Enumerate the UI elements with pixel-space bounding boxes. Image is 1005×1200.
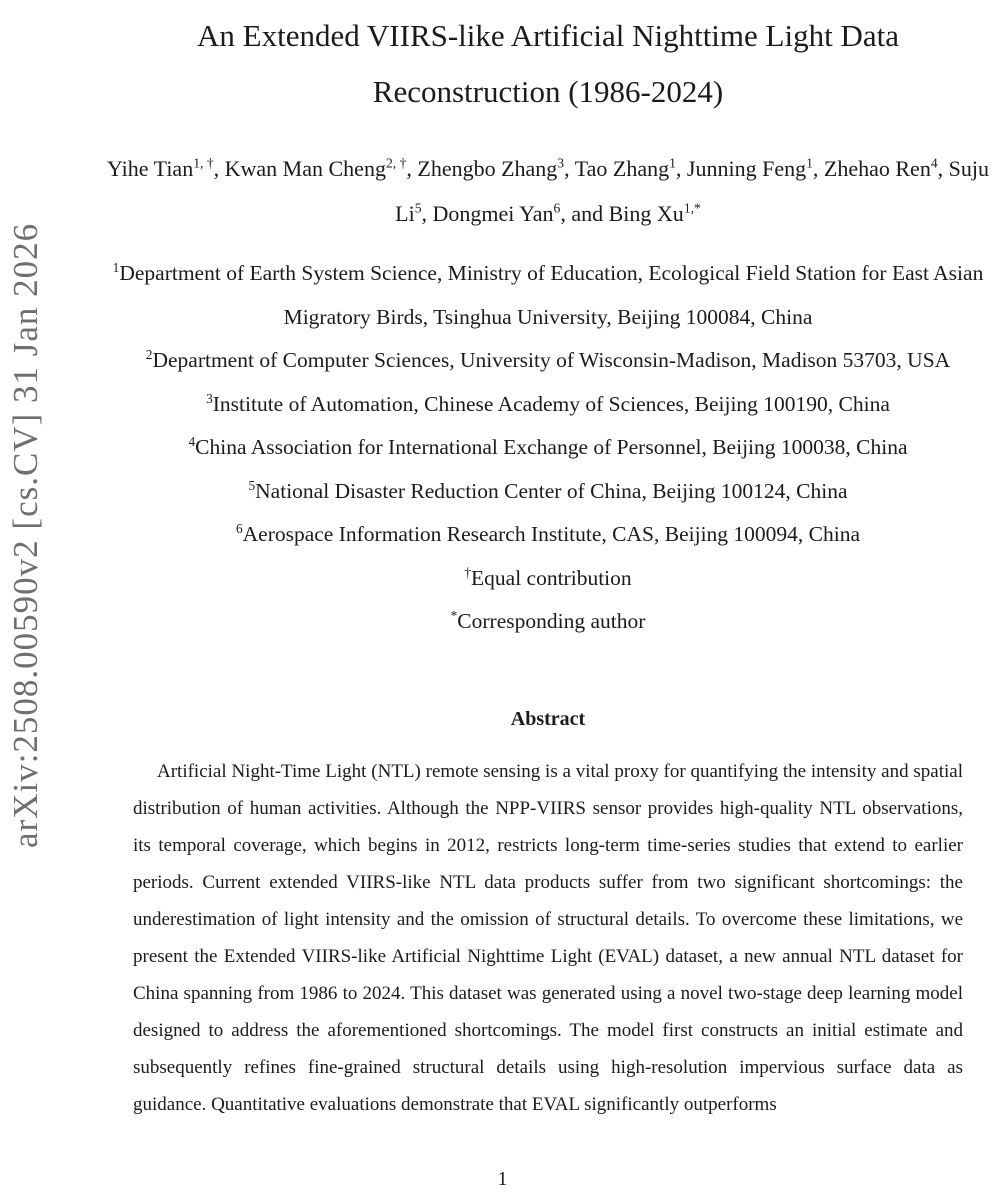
affiliation xyxy=(93,252,1003,339)
author-separator: , xyxy=(560,201,572,226)
author-affiliation-marker: 1 xyxy=(806,155,813,171)
author-separator: , xyxy=(406,156,418,181)
author xyxy=(225,156,418,181)
page-number: 1 xyxy=(497,1168,508,1190)
author-separator: , xyxy=(213,156,225,181)
author-name: Zhehao Ren xyxy=(823,156,931,181)
author-name: Zhengbo Zhang xyxy=(417,156,558,181)
affiliation-marker: 3 xyxy=(206,390,213,406)
author-affiliation-marker: 2, † xyxy=(385,155,407,171)
affiliation xyxy=(93,470,1003,514)
author-affiliation-marker: 1, † xyxy=(193,155,214,171)
author-separator: , xyxy=(675,156,687,181)
author-name: Tao Zhang xyxy=(574,156,670,181)
author xyxy=(687,156,824,181)
author-affiliation-marker: 5 xyxy=(414,200,422,216)
asterisk-marker: * xyxy=(450,607,458,623)
note-text: Corresponding author xyxy=(457,609,646,633)
author-affiliation-marker: 3 xyxy=(557,155,565,171)
author-name: and Bing Xu xyxy=(571,201,684,226)
author-affiliation-marker: 1,* xyxy=(683,200,701,216)
affiliation-text: Department of Computer Sciences, University of Wisconsin-Madison, Madison 53703, USA xyxy=(152,348,951,372)
author xyxy=(107,156,225,181)
affiliation-text: Institute of Automation, Chinese Academy of Sciences, Beijing 100190, China xyxy=(212,391,890,416)
author-name: Yihe Tian xyxy=(107,156,194,181)
paper-title-line1: An Extended VIIRS-like Artificial Nighttime Light Data xyxy=(197,18,899,53)
author-name: Kwan Man Cheng xyxy=(224,156,386,181)
affiliation-list xyxy=(93,252,1003,557)
author-separator: , xyxy=(564,156,575,181)
author-separator: , xyxy=(812,156,824,181)
affiliation-marker: 4 xyxy=(188,433,196,449)
author xyxy=(433,201,572,226)
affiliation-marker: 5 xyxy=(248,477,256,493)
abstract-text: Artificial Night-Time Light (NTL) remote sensing is a vital proxy for quantifying the intensity and spatial distribution of human activities. Although the NPP-VIIRS sensor provides high-quality NTL observations, its temporal coverage, which begins in 2012, restricts long-term time-series studies that extend to earlier periods. Current extended VIIRS-like NTL data products suffer from two significant shortcomings: the underestimation of light intensity and the omission of structural details. To overcome these limitations, we present the Extended VIIRS-like Artificial Nighttime Light (EVAL) dataset, a new annual NTL dataset for China spanning from 1986 to 2024. This dataset was generated using a novel two-stage deep learning model designed to address the aforementioned shortcomings. The model first constructs an initial estimate and subsequently refines fine-grained structural details using high-resolution impervious surface data as guidance. Quantitative evaluations demonstrate that EVAL significantly outperforms xyxy=(133,760,963,1115)
affiliation-marker: 1 xyxy=(112,259,120,275)
author-name: Suju Li xyxy=(395,156,989,226)
author xyxy=(575,156,687,181)
affiliation-marker: 6 xyxy=(235,520,243,536)
note-text: Equal contribution xyxy=(471,565,632,590)
affiliation-text: China Association for International Exchange of Personnel, Beijing 100038, China xyxy=(195,435,908,459)
corresponding-author-note xyxy=(93,600,1003,644)
author-list xyxy=(93,146,1003,236)
author-separator: , xyxy=(937,156,949,181)
author-affiliation-marker: 4 xyxy=(930,155,938,171)
author-affiliation-marker: 1 xyxy=(669,155,676,171)
affiliation-text: Department of Earth System Science, Ministry of Education, Ecological Field Station for East Asian Migratory Birds, Tsinghua University, Beijing 100084, China xyxy=(119,261,984,329)
affiliation xyxy=(93,513,1003,557)
dagger-marker: † xyxy=(464,564,472,580)
author xyxy=(824,156,949,181)
affiliation xyxy=(93,383,1003,427)
abstract-heading: Abstract xyxy=(510,707,586,730)
author-notes xyxy=(93,557,1003,644)
author xyxy=(571,201,700,226)
arxiv-watermark: arXiv:2508.00590v2 [cs.CV] 31 Jan 2026 xyxy=(6,222,45,848)
affiliation-text: Aerospace Information Research Institute, CAS, Beijing 100094, China xyxy=(242,522,861,546)
equal-contribution-note xyxy=(93,557,1003,601)
affiliation xyxy=(93,339,1003,383)
affiliation xyxy=(93,426,1003,470)
affiliation-text: National Disaster Reduction Center of China, Beijing 100124, China xyxy=(255,478,848,503)
author xyxy=(417,156,574,181)
affiliation-marker: 2 xyxy=(145,346,153,362)
paper-title xyxy=(93,8,1003,120)
paper-title-line2: Reconstruction (1986-2024) xyxy=(372,74,724,109)
author-separator: , xyxy=(421,201,433,226)
author-name: Dongmei Yan xyxy=(432,201,554,226)
author-affiliation-marker: 6 xyxy=(553,200,561,216)
author-name: Junning Feng xyxy=(686,156,807,181)
paper-content xyxy=(93,0,1003,1123)
